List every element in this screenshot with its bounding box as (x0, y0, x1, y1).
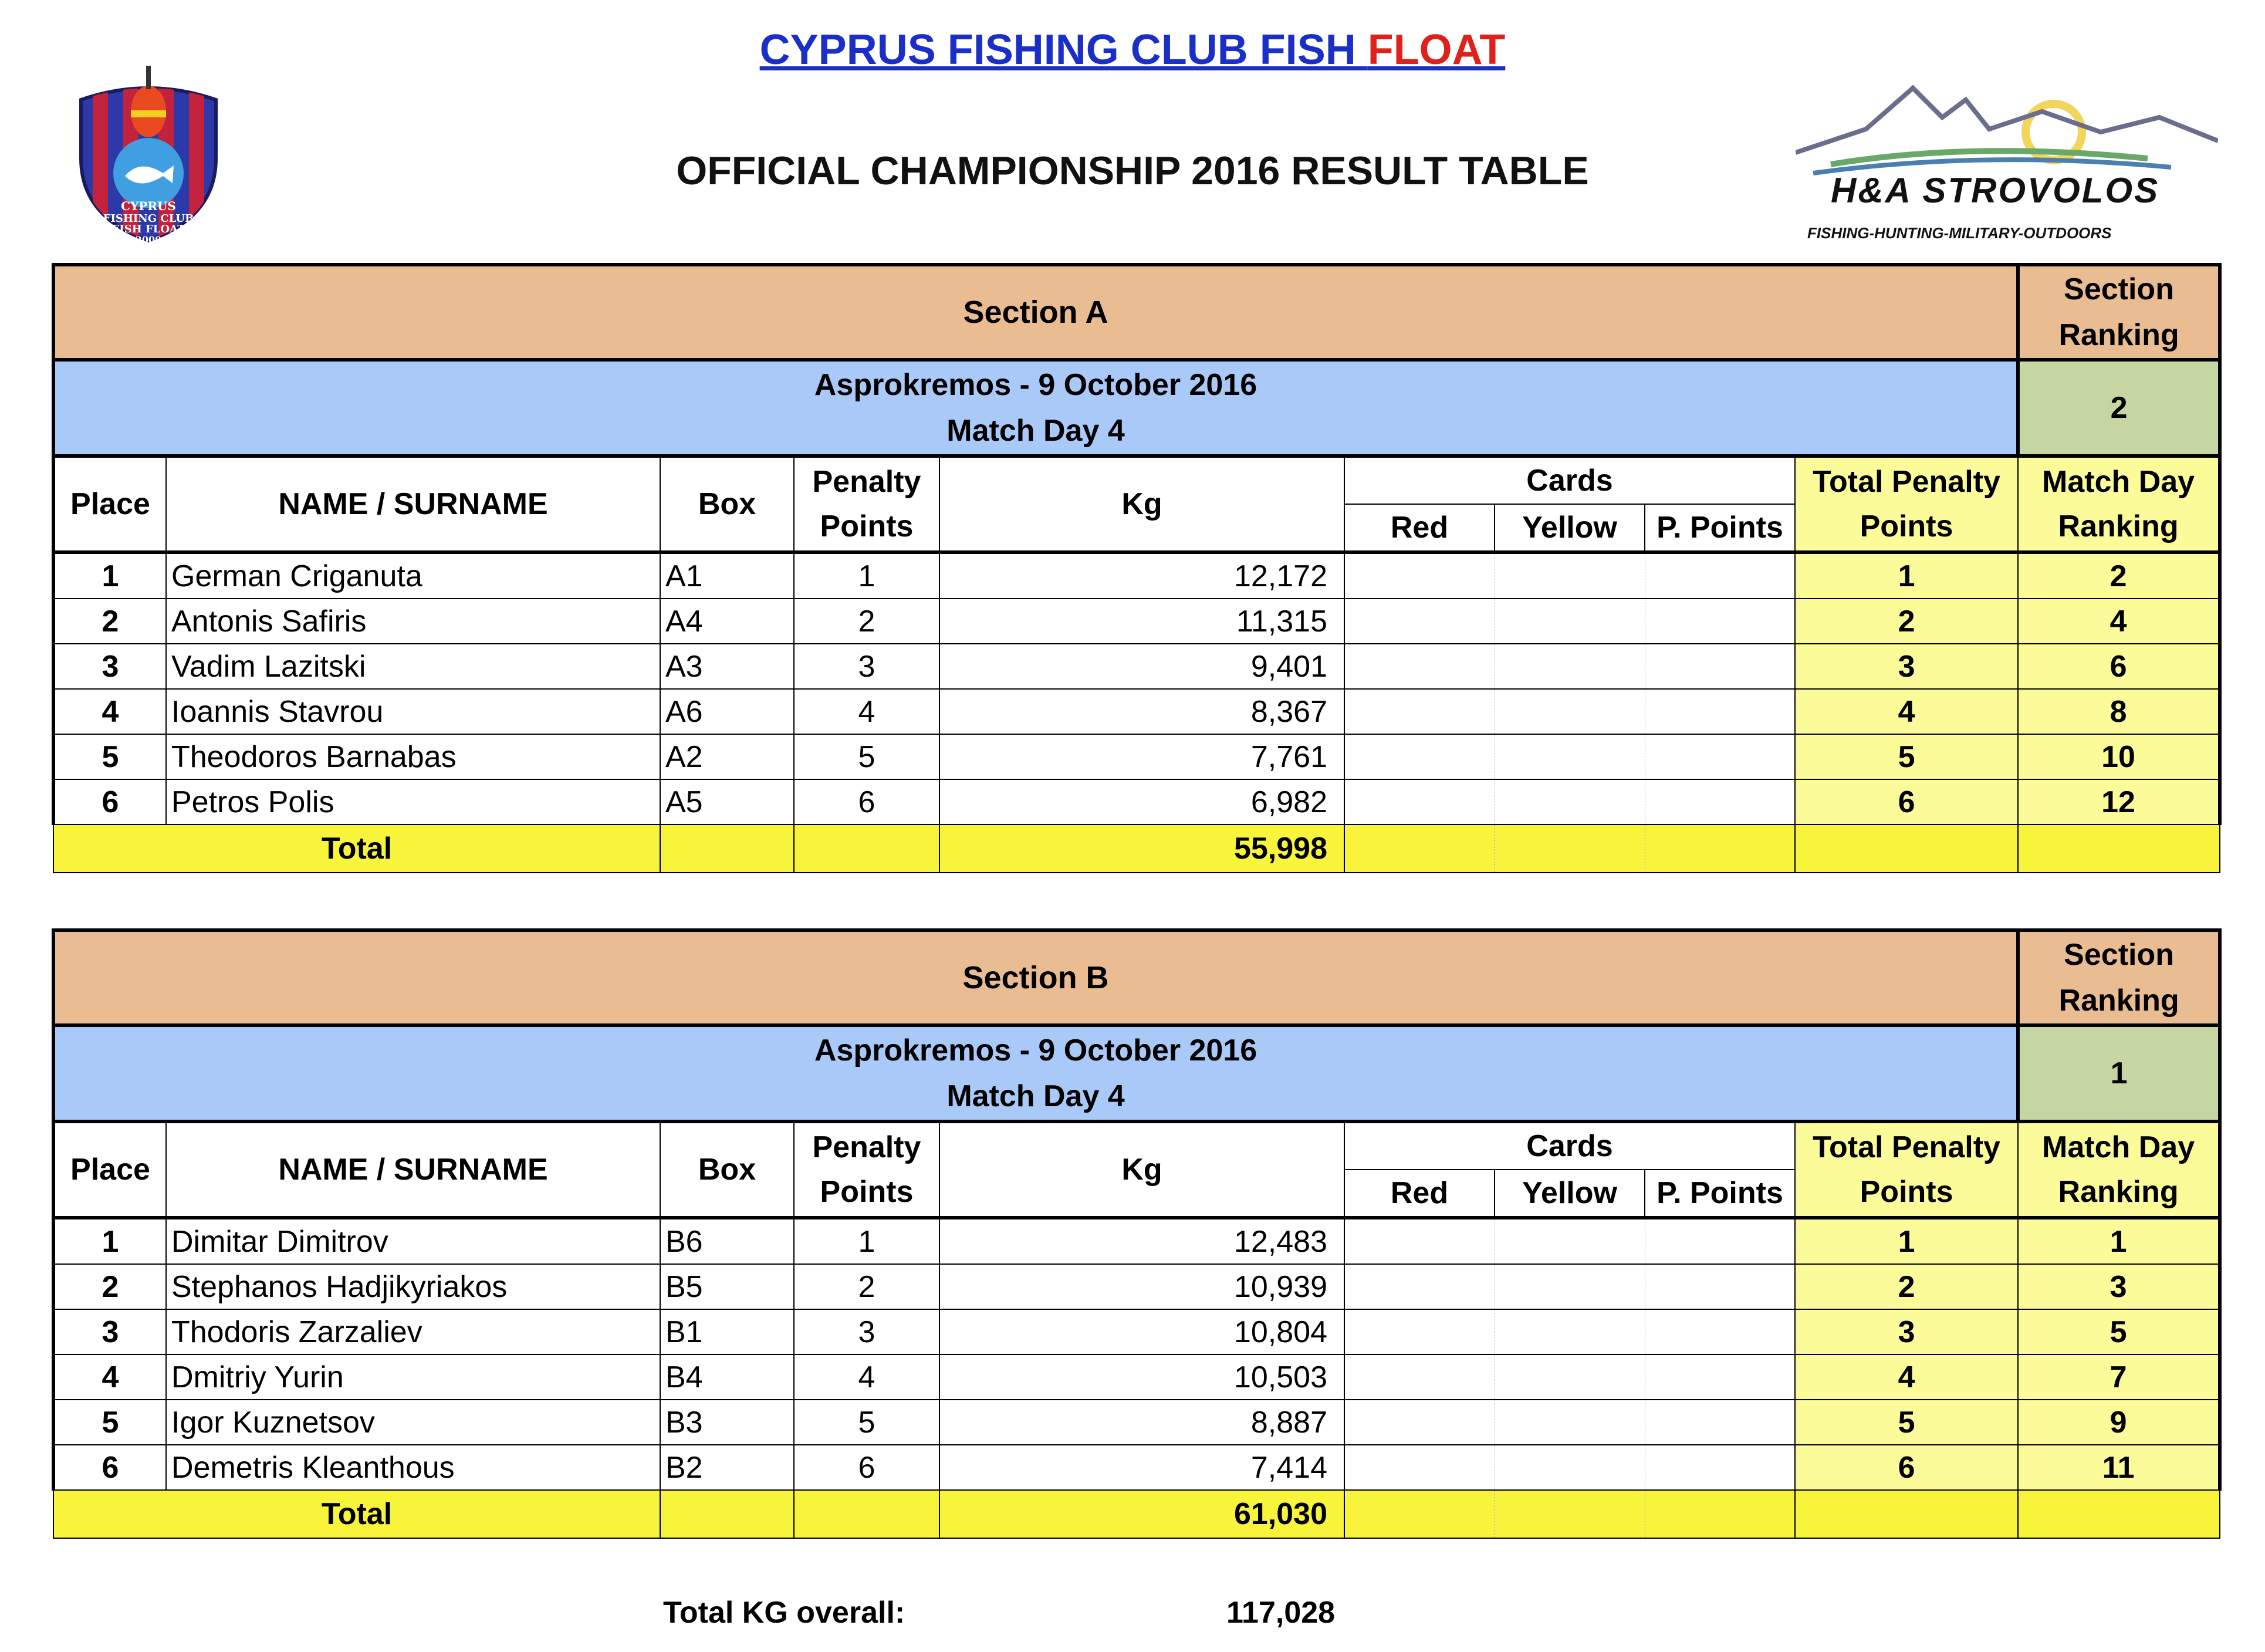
cell-kg: 12,172 (939, 552, 1344, 599)
col-header-yellow: Yellow (1495, 504, 1645, 552)
section-ranking-header (2018, 930, 2220, 1025)
total-yellow (1495, 1490, 1645, 1538)
cell-penalty: 3 (794, 1309, 939, 1354)
section-ranking-header-line2: Ranking (2058, 318, 2179, 352)
cell-place: 3 (53, 1309, 166, 1354)
col-header-yellow: Yellow (1495, 1170, 1645, 1218)
cell-penalty: 1 (794, 1218, 939, 1264)
total-box (660, 825, 794, 873)
cell-red (1344, 644, 1495, 689)
col-header-penalty (794, 1121, 939, 1218)
cell-total-penalty: 3 (1795, 1309, 2018, 1354)
cell-total-penalty: 5 (1795, 1400, 2018, 1445)
section-ranking-value: 2 (2018, 360, 2220, 456)
total-label: Total (53, 825, 660, 873)
cell-name: Thodoris Zarzaliev (166, 1309, 660, 1354)
col-header-total-penalty (1795, 456, 2018, 552)
cell-ppoints (1645, 1218, 1795, 1264)
cell-total-penalty: 4 (1795, 1354, 2018, 1400)
section-location (53, 1025, 2018, 1121)
cell-kg: 10,804 (939, 1309, 1344, 1354)
table-row (53, 1309, 2220, 1354)
cell-name: German Criganuta (166, 552, 660, 599)
cell-red (1344, 1218, 1495, 1264)
cell-name: Theodoros Barnabas (166, 734, 660, 779)
col-header-ppoints: P. Points (1645, 504, 1795, 552)
col-header-red: Red (1344, 1170, 1495, 1218)
cell-kg: 7,414 (939, 1445, 1344, 1490)
total-row (53, 1490, 2220, 1538)
section-ranking-header (2018, 265, 2220, 360)
cell-total-penalty: 1 (1795, 552, 2018, 599)
cell-penalty: 2 (794, 599, 939, 644)
total-tpp (1795, 1490, 2018, 1538)
cell-red (1344, 552, 1495, 599)
cell-place: 5 (53, 734, 166, 779)
table-row (53, 779, 2220, 825)
cell-name: Antonis Safiris (166, 599, 660, 644)
section-ranking-header-line2: Ranking (2058, 984, 2179, 1018)
cell-yellow (1495, 1354, 1645, 1400)
cell-yellow (1495, 779, 1645, 825)
col-header-total-penalty-line1: Total Penalty (1813, 465, 2000, 499)
section-venue-date: Asprokremos - 9 October 2016 (814, 368, 1257, 402)
cell-ppoints (1645, 1400, 1795, 1445)
cell-box: B6 (660, 1218, 794, 1264)
table-row (53, 1354, 2220, 1400)
cell-name: Demetris Kleanthous (166, 1445, 660, 1490)
cell-box: A4 (660, 599, 794, 644)
cell-ppoints (1645, 1354, 1795, 1400)
cell-box: B5 (660, 1264, 794, 1309)
cell-box: B1 (660, 1309, 794, 1354)
total-ppoints (1645, 825, 1795, 873)
col-header-matchday-ranking (2018, 456, 2220, 552)
cell-yellow (1495, 1264, 1645, 1309)
cell-total-penalty: 2 (1795, 599, 2018, 644)
cell-place: 2 (53, 1264, 166, 1309)
table-row (53, 1264, 2220, 1309)
cell-place: 4 (53, 1354, 166, 1400)
total-box (660, 1490, 794, 1538)
col-header-matchday-ranking-line1: Match Day (2042, 1130, 2195, 1164)
cell-yellow (1495, 599, 1645, 644)
cell-ppoints (1645, 1309, 1795, 1354)
cell-ppoints (1645, 552, 1795, 599)
sponsor-brand-name: H&A STROVOLOS (1831, 171, 2160, 210)
col-header-matchday-ranking-line2: Ranking (2058, 509, 2179, 543)
cell-kg: 8,367 (939, 689, 1344, 734)
cell-matchday-ranking: 11 (2018, 1445, 2220, 1490)
col-header-matchday-ranking-line2: Ranking (2058, 1175, 2179, 1209)
page-subtitle: OFFICIAL CHAMPIONSHIP 2016 RESULT TABLE (676, 148, 1589, 193)
table-row (53, 1400, 2220, 1445)
total-mdr (2018, 1490, 2220, 1538)
cell-name: Dmitriy Yurin (166, 1354, 660, 1400)
cell-place: 1 (53, 552, 166, 599)
total-mdr (2018, 825, 2220, 873)
section-venue-date: Asprokremos - 9 October 2016 (814, 1033, 1257, 1067)
cell-name: Stephanos Hadjikyriakos (166, 1264, 660, 1309)
cell-ppoints (1645, 599, 1795, 644)
table-row (53, 1445, 2220, 1490)
col-header-total-penalty-line2: Points (1860, 509, 1953, 543)
cell-penalty: 1 (794, 552, 939, 599)
table-row (53, 552, 2220, 599)
cell-matchday-ranking: 1 (2018, 1218, 2220, 1264)
cell-yellow (1495, 1309, 1645, 1354)
cell-place: 4 (53, 689, 166, 734)
cell-matchday-ranking: 2 (2018, 552, 2220, 599)
section-ranking-value: 1 (2018, 1025, 2220, 1121)
cell-matchday-ranking: 4 (2018, 599, 2220, 644)
cell-total-penalty: 6 (1795, 1445, 2018, 1490)
col-header-ppoints: P. Points (1645, 1170, 1795, 1218)
col-header-matchday-ranking (2018, 1121, 2220, 1218)
cell-yellow (1495, 644, 1645, 689)
col-header-total-penalty-line2: Points (1860, 1175, 1953, 1209)
section-location (53, 360, 2018, 456)
total-red (1344, 825, 1495, 873)
cell-red (1344, 1309, 1495, 1354)
cell-red (1344, 734, 1495, 779)
section-matchday: Match Day 4 (946, 414, 1125, 448)
col-header-total-penalty-line1: Total Penalty (1813, 1130, 2000, 1164)
cell-total-penalty: 5 (1795, 734, 2018, 779)
cell-kg: 9,401 (939, 644, 1344, 689)
total-red (1344, 1490, 1495, 1538)
section-title: Section A (53, 265, 2018, 360)
cell-box: A2 (660, 734, 794, 779)
total-ppoints (1645, 1490, 1795, 1538)
section-matchday: Match Day 4 (946, 1079, 1125, 1113)
col-header-place: Place (53, 1121, 166, 1218)
cell-kg: 8,887 (939, 1400, 1344, 1445)
cell-name: Vadim Lazitski (166, 644, 660, 689)
cell-matchday-ranking: 7 (2018, 1354, 2220, 1400)
club-crest-logo (69, 59, 228, 246)
cell-ppoints (1645, 779, 1795, 825)
cell-yellow (1495, 734, 1645, 779)
cell-name: Petros Polis (166, 779, 660, 825)
cell-box: A6 (660, 689, 794, 734)
cell-total-penalty: 4 (1795, 689, 2018, 734)
section-ranking-header-line1: Section (2064, 272, 2174, 306)
cell-ppoints (1645, 644, 1795, 689)
cell-name: Ioannis Stavrou (166, 689, 660, 734)
total-label: Total (53, 1490, 660, 1538)
section-table (52, 263, 2222, 873)
total-penalty (794, 825, 939, 873)
cell-place: 3 (53, 644, 166, 689)
cell-kg: 12,483 (939, 1218, 1344, 1264)
total-tpp (1795, 825, 2018, 873)
cell-red (1344, 1354, 1495, 1400)
cell-box: A1 (660, 552, 794, 599)
col-header-penalty (794, 456, 939, 552)
cell-yellow (1495, 552, 1645, 599)
col-header-matchday-ranking-line1: Match Day (2042, 465, 2195, 499)
total-penalty (794, 1490, 939, 1538)
cell-name: Igor Kuznetsov (166, 1400, 660, 1445)
crest-line3: FISH FLOAT (111, 223, 185, 235)
cell-matchday-ranking: 6 (2018, 644, 2220, 689)
main-title-part1: CYPRUS FISHING CLUB FISH (759, 26, 1368, 73)
cell-matchday-ranking: 3 (2018, 1264, 2220, 1309)
cell-penalty: 6 (794, 1445, 939, 1490)
cell-red (1344, 1264, 1495, 1309)
sponsor-logo (1796, 76, 2218, 246)
cell-total-penalty: 6 (1795, 779, 2018, 825)
cell-box: B3 (660, 1400, 794, 1445)
cell-kg: 10,503 (939, 1354, 1344, 1400)
col-header-red: Red (1344, 504, 1495, 552)
cell-matchday-ranking: 10 (2018, 734, 2220, 779)
col-header-box: Box (660, 456, 794, 552)
cell-total-penalty: 1 (1795, 1218, 2018, 1264)
cell-penalty: 4 (794, 689, 939, 734)
cell-matchday-ranking: 5 (2018, 1309, 2220, 1354)
cell-box: A5 (660, 779, 794, 825)
cell-kg: 6,982 (939, 779, 1344, 825)
cell-matchday-ranking: 9 (2018, 1400, 2220, 1445)
total-yellow (1495, 825, 1645, 873)
cell-yellow (1495, 689, 1645, 734)
col-header-name: NAME / SURNAME (166, 1121, 660, 1218)
table-row (53, 689, 2220, 734)
cell-ppoints (1645, 689, 1795, 734)
cell-red (1344, 689, 1495, 734)
cell-yellow (1495, 1445, 1645, 1490)
col-header-kg: Kg (939, 1121, 1344, 1218)
col-header-cards: Cards (1344, 1121, 1795, 1170)
col-header-cards: Cards (1344, 456, 1795, 504)
col-header-penalty-line2: Points (820, 1175, 914, 1209)
cell-penalty: 5 (794, 734, 939, 779)
col-header-penalty-line2: Points (820, 509, 914, 543)
cell-total-penalty: 2 (1795, 1264, 2018, 1309)
cell-place: 6 (53, 1445, 166, 1490)
cell-place: 6 (53, 779, 166, 825)
overall-total-label: Total KG overall: (663, 1596, 905, 1630)
cell-kg: 11,315 (939, 599, 1344, 644)
total-kg: 55,998 (939, 825, 1344, 873)
cell-yellow (1495, 1218, 1645, 1264)
cell-place: 2 (53, 599, 166, 644)
cell-box: B2 (660, 1445, 794, 1490)
cell-box: B4 (660, 1354, 794, 1400)
cell-ppoints (1645, 734, 1795, 779)
cell-name: Dimitar Dimitrov (166, 1218, 660, 1264)
cell-penalty: 4 (794, 1354, 939, 1400)
total-row (53, 825, 2220, 873)
cell-kg: 10,939 (939, 1264, 1344, 1309)
cell-penalty: 6 (794, 779, 939, 825)
section-ranking-header-line1: Section (2064, 938, 2174, 972)
col-header-total-penalty (1795, 1121, 2018, 1218)
table-row (53, 599, 2220, 644)
sponsor-tagline: FISHING-HUNTING-MILITARY-OUTDOORS (1807, 224, 2112, 242)
total-kg: 61,030 (939, 1490, 1344, 1538)
cell-ppoints (1645, 1445, 1795, 1490)
table-row (53, 1218, 2220, 1264)
overall-total-value: 117,028 (1226, 1596, 1336, 1630)
crest-line2: FISHING CLUB (103, 212, 194, 225)
main-title-part2: FLOAT (1367, 26, 1506, 73)
cell-place: 5 (53, 1400, 166, 1445)
col-header-box: Box (660, 1121, 794, 1218)
cell-red (1344, 599, 1495, 644)
cell-total-penalty: 3 (1795, 644, 2018, 689)
cell-place: 1 (53, 1218, 166, 1264)
cell-red (1344, 779, 1495, 825)
cell-matchday-ranking: 8 (2018, 689, 2220, 734)
cell-matchday-ranking: 12 (2018, 779, 2220, 825)
col-header-name: NAME / SURNAME (166, 456, 660, 552)
col-header-penalty-line1: Penalty (812, 465, 921, 499)
cell-red (1344, 1400, 1495, 1445)
main-title (0, 26, 2265, 74)
cell-red (1344, 1445, 1495, 1490)
table-row (53, 644, 2220, 689)
cell-ppoints (1645, 1264, 1795, 1309)
table-row (53, 734, 2220, 779)
cell-kg: 7,761 (939, 734, 1344, 779)
col-header-kg: Kg (939, 456, 1344, 552)
cell-penalty: 3 (794, 644, 939, 689)
cell-penalty: 2 (794, 1264, 939, 1309)
col-header-place: Place (53, 456, 166, 552)
crest-line4: 2009 (135, 234, 162, 245)
cell-yellow (1495, 1400, 1645, 1445)
crest-line1: CYPRUS (121, 199, 176, 213)
cell-penalty: 5 (794, 1400, 939, 1445)
col-header-penalty-line1: Penalty (812, 1130, 921, 1164)
section-title: Section B (53, 930, 2018, 1025)
cell-box: A3 (660, 644, 794, 689)
section-table (52, 928, 2222, 1539)
